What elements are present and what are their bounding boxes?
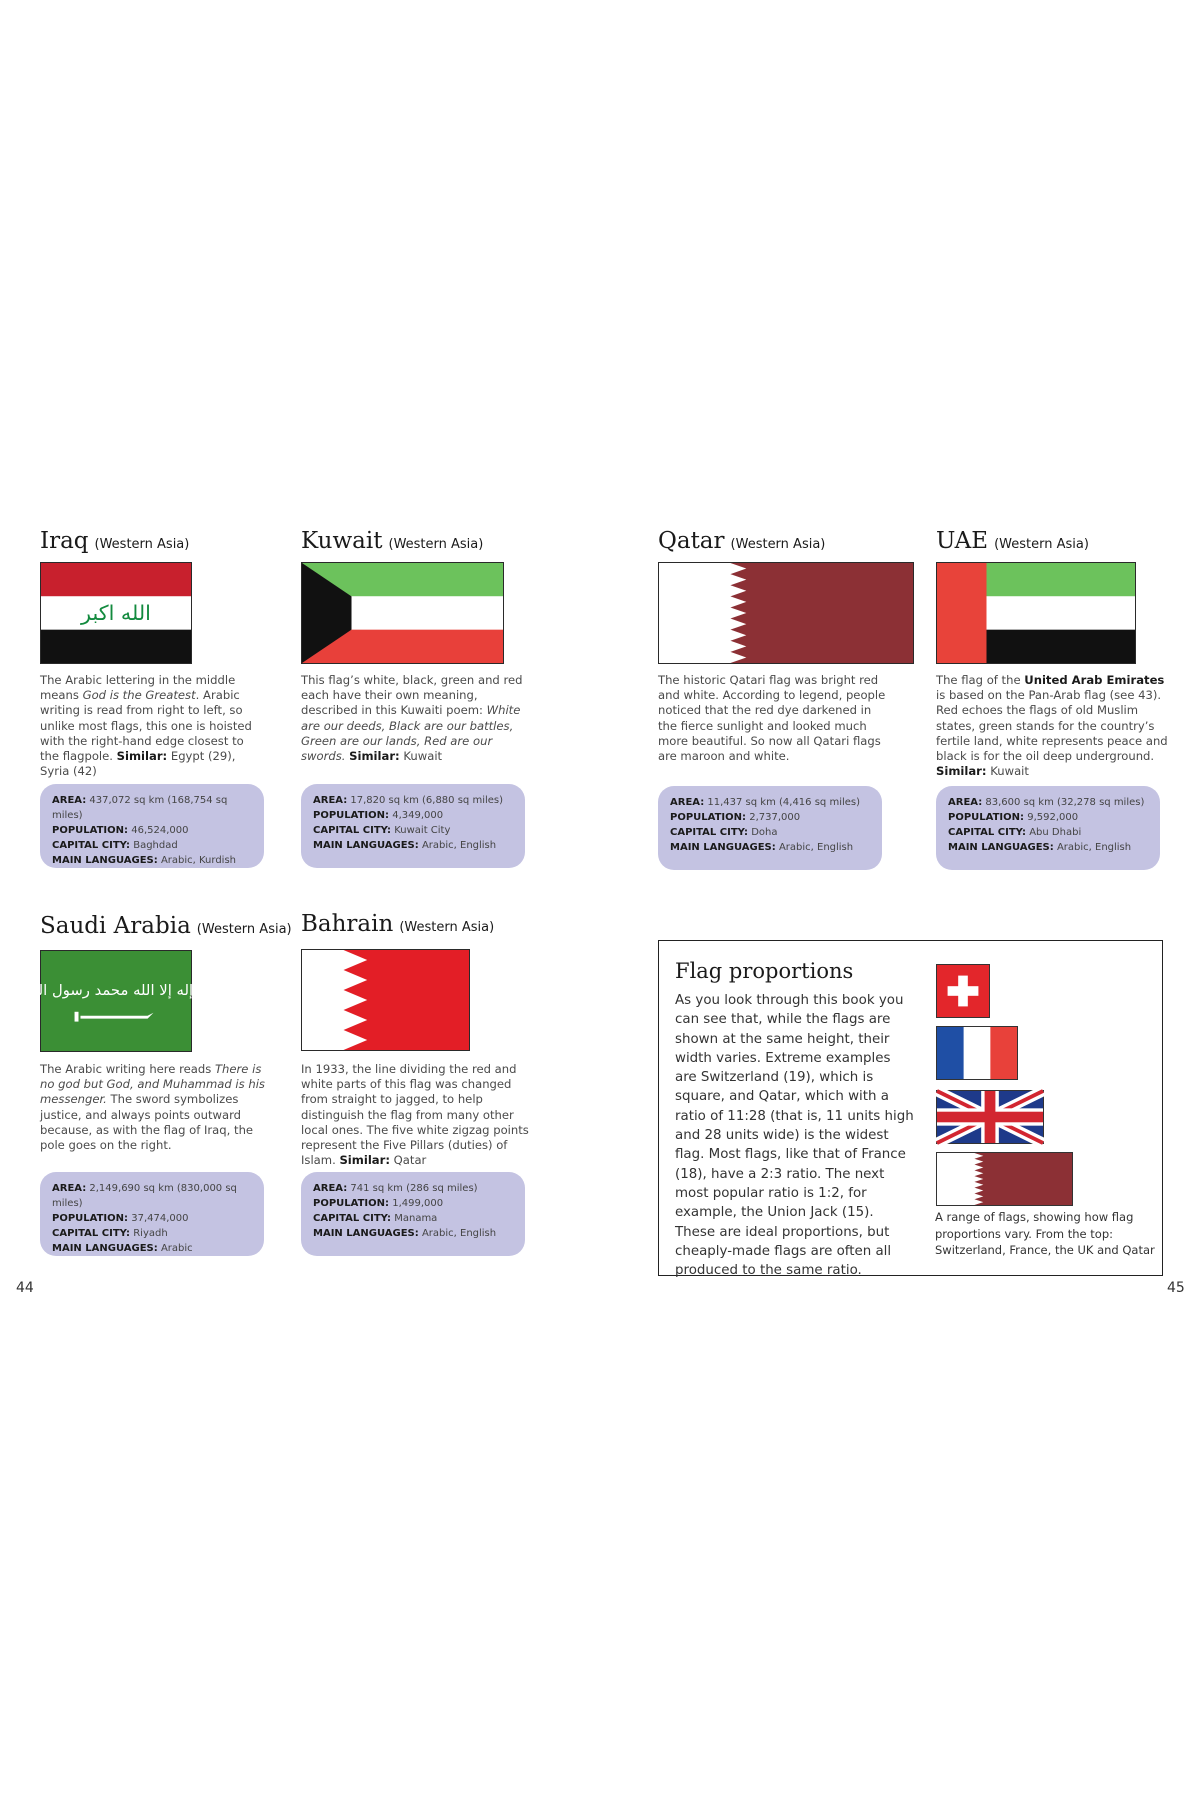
fact-languages: MAIN LANGUAGES: Arabic, English [313, 1228, 497, 1239]
country-name: Saudi Arabia [40, 913, 191, 939]
flag-script-iraq: الله اكبر [81, 600, 151, 625]
country-region: (Western Asia) [994, 537, 1089, 552]
fact-languages: MAIN LANGUAGES: Arabic, English [313, 840, 497, 851]
fact-area: AREA: 17,820 sq km (6,880 sq miles) [313, 795, 504, 806]
country-title-uae [936, 530, 1089, 553]
description-iraq: The Arabic lettering in the middle means God is the Greatest. Arabic writing is read from right to left, so unlike most flags, this one is hoisted with the right-hand edge closest to the flagpole. Similar: Egypt (29), Syria (42) [40, 673, 252, 779]
description-bahrain: In 1933, the line dividing the red and white parts of this flag was changed from straight to jagged, to help distinguish the flag from many other local ones. The five white zigzag points represent the Five Pillars (duties) of Islam. Similar: Qatar [301, 1062, 529, 1168]
fact-capital: CAPITAL CITY: Abu Dhabi [948, 827, 1082, 838]
flag-proportions-box [658, 940, 1163, 1279]
flag-script-saudi: لا إله إلا الله محمد رسول الله [25, 982, 207, 1000]
fact-area: AREA: 437,072 sq km (168,754 sq miles) [52, 795, 228, 821]
fact-population: POPULATION: 1,499,000 [313, 1198, 444, 1209]
flag-kuwait [301, 562, 504, 664]
fact-languages: MAIN LANGUAGES: Arabic, English [948, 842, 1132, 853]
mini-flag-united-kingdom [936, 1090, 1044, 1144]
country-region: (Western Asia) [399, 920, 495, 935]
country-title-qatar [658, 530, 825, 553]
country-title-bahrain [301, 913, 494, 936]
fact-languages: MAIN LANGUAGES: Arabic, English [670, 842, 854, 853]
fact-area: AREA: 2,149,690 sq km (830,000 sq miles) [52, 1183, 237, 1209]
mini-flag-qatar [936, 1152, 1073, 1206]
proportions-title: Flag proportions [675, 959, 854, 983]
country-name: Qatar [658, 528, 725, 554]
country-title-kuwait [301, 530, 483, 553]
description-saudi-arabia: The Arabic writing here reads There is no god but God, and Muhammad is his messenger. The sword symbolizes justice, and always points outward because, as with the flag of Iraq, the pole goes on the right. [40, 1062, 265, 1153]
fact-area: AREA: 741 sq km (286 sq miles) [313, 1183, 478, 1194]
flag-uae [936, 562, 1136, 664]
description-qatar: The historic Qatari flag was bright red and white. According to legend, people noticed that the red dye darkened in the fierce sunlight and looked much more beautiful. So now all Qatari flags are maroon and white. [658, 673, 886, 764]
fact-population: POPULATION: 46,524,000 [52, 825, 189, 836]
country-name: Kuwait [301, 528, 383, 554]
mini-flag-switzerland [936, 964, 990, 1018]
country-region: (Western Asia) [94, 537, 190, 552]
page-number-left: 44 [16, 1280, 34, 1296]
flag-qatar [658, 562, 914, 664]
flag-bahrain [301, 949, 470, 1051]
fact-languages: MAIN LANGUAGES: Arabic [52, 1243, 193, 1254]
fact-box-qatar [658, 786, 882, 870]
fact-capital: CAPITAL CITY: Doha [670, 827, 778, 838]
fact-box-saudi-arabia [40, 1172, 264, 1256]
country-name: UAE [936, 528, 989, 554]
country-title-iraq [40, 530, 189, 553]
country-name: Bahrain [301, 911, 394, 937]
description-kuwait: This flag’s white, black, green and red each have their own meaning, described in this Kuwaiti poem: White are our deeds, Black are our battles, Green are our lands, Red are our swords. Similar: Kuwait [301, 673, 523, 764]
fact-capital: CAPITAL CITY: Baghdad [52, 840, 178, 851]
fact-box-uae [936, 786, 1160, 870]
fact-box-bahrain [301, 1172, 525, 1256]
flag-iraq [40, 562, 192, 664]
country-region: (Western Asia) [196, 922, 292, 937]
country-region: (Western Asia) [730, 537, 826, 552]
fact-languages: MAIN LANGUAGES: Arabic, Kurdish [52, 855, 237, 866]
fact-population: POPULATION: 2,737,000 [670, 812, 801, 823]
fact-box-iraq [40, 784, 264, 868]
flag-saudi-arabia [25, 950, 207, 1052]
fact-area: AREA: 11,437 sq km (4,416 sq miles) [670, 797, 861, 808]
fact-capital: CAPITAL CITY: Manama [313, 1213, 438, 1224]
proportions-caption: A range of flags, showing how flag proportions vary. From the top: Switzerland, France, the UK and Qatar [935, 1210, 1155, 1257]
fact-population: POPULATION: 4,349,000 [313, 810, 444, 821]
proportions-body: As you look through this book you can see that, while the flags are shown at the same height, their width varies. Extreme examples are Switzerland (19), which is square, and Qatar, which with a ratio of 11:28 (that is, 11 units high and 28 units wide) is the widest flag. Most flags, like that of France (18), have a 2:3 ratio. The next most popular ratio is 1:2, for example, the Union Jack (15). These are ideal proportions, but cheaply-made flags are often all produced to the same ratio. [675, 993, 914, 1279]
fact-box-kuwait [301, 784, 525, 868]
country-region: (Western Asia) [388, 537, 484, 552]
page-number-right: 45 [1167, 1280, 1185, 1296]
mini-flag-france [936, 1026, 1018, 1080]
description-uae: The flag of the United Arab Emirates is based on the Pan-Arab flag (see 43). Red echoes the flags of old Muslim states, green stands for the country’s fertile land, white represents peace and black is for the oil deep underground. Similar: Kuwait [936, 673, 1168, 779]
country-title-saudi-arabia [40, 915, 292, 938]
fact-capital: CAPITAL CITY: Riyadh [52, 1228, 168, 1239]
fact-capital: CAPITAL CITY: Kuwait City [313, 825, 451, 836]
fact-area: AREA: 83,600 sq km (32,278 sq miles) [948, 797, 1145, 808]
fact-population: POPULATION: 9,592,000 [948, 812, 1079, 823]
fact-population: POPULATION: 37,474,000 [52, 1213, 189, 1224]
country-name: Iraq [40, 528, 89, 554]
